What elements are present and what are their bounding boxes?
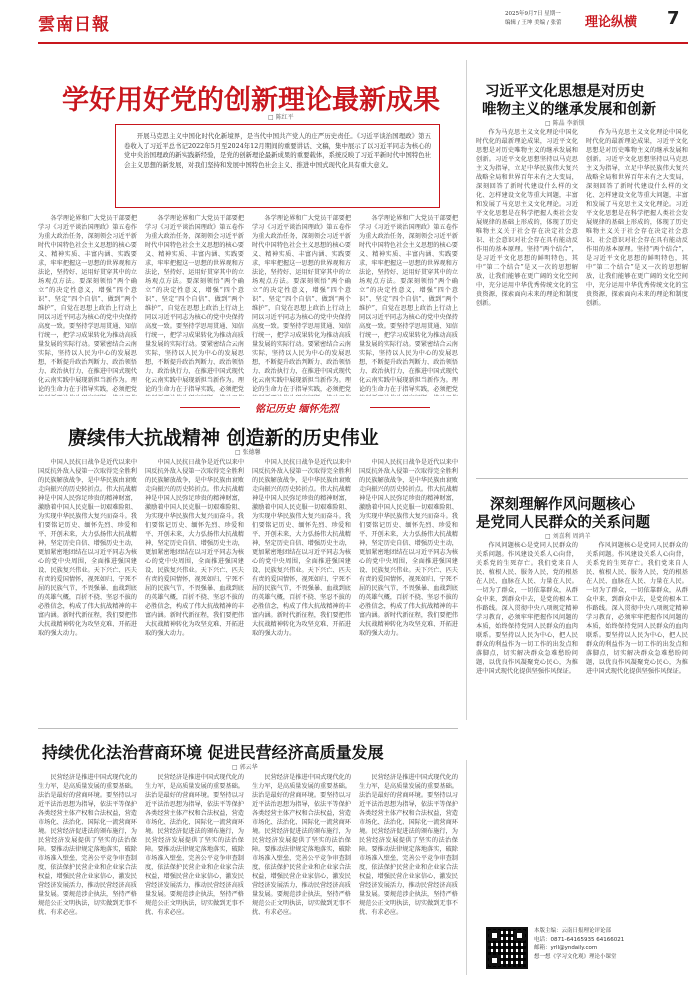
history-banner [180, 400, 430, 414]
article5-author: □ 郭云华 [232, 764, 258, 771]
column-divider-lower [466, 760, 467, 975]
article4-body [476, 541, 688, 919]
article3-body-text-3: 中国人民抗日战争是近代以来中国反抗外敌入侵第一次取得完全胜利的民族解放战争，是中华民族由衰败走向振兴的历史转折点。伟大抗战精神是中国人民弥足珍贵的精神财富，激励着中国人民克服一切艰难险阻、为实现中华民族伟大复兴而奋斗。我们要铭记历史、缅怀先烈、珍爱和平、开创未来，大力弘扬伟大抗战精神，坚定历史自信、增强历史主动，更加紧密地团结在以习近平同志为核心的党中央周围，全面推进强国建设、民族复兴伟业。天下兴亡、匹夫有责的爱国情怀，视死如归、宁死不屈的民族气节，不畏强暴、血战到底的英雄气概，百折不挠、坚忍不拔的必胜信念，构成了伟大抗战精神的丰富内涵。新时代新征程，我们要把伟大抗战精神转化为攻坚克难、开拓进取的强大动力。 [252, 459, 351, 637]
masthead [0, 0, 700, 58]
article1-lead: 开展马克思主义中国化时代化新境界，是当代中国共产党人的庄严历史责任。《习近平谈治国理政》第五卷收入了习近平总书记2022年5月至2024年12月期间的重要讲话、文稿，集中展示了以习近平同志为核心的党中央治国理政的新实践新经验，是党的创新理论最新成果的重要载体，系统反映了习近平新时代中国特色社会主义思想的新发展，对我们坚持和发展中国特色社会主义、推进中国式现代化具有重大意义。 [124, 132, 431, 169]
lower-separator [38, 728, 458, 729]
article2-body [476, 128, 688, 473]
article5-body [38, 773, 458, 973]
banner-rule-right [370, 407, 430, 408]
article1-lead-box [115, 124, 440, 208]
footer-phone: 电话：0871-64165935 64166021 [534, 936, 625, 943]
banner-text: 铭记历史 缅怀先烈 [255, 404, 339, 415]
page-footer [486, 925, 688, 977]
editor-line: 编辑 / 王坤 美编 / 张蕾 [505, 20, 562, 26]
article1-body-text-2: 各学理论界和广大党员干部要把学习《习近平谈治国理政》第五卷作为重大政治任务，深刻领会习近平新时代中国特色社会主义思想的核心要义、精神实质、丰富内涵、实践要求，牢牢把握这一思想的世界观和方法论，坚持好、运用好贯穿其中的立场观点方法。要深刻领悟“两个确立”的决定性意义，增强“四个意识”、坚定“四个自信”、做到“两个维护”，自觉在思想上政治上行动上同以习近平同志为核心的党中央保持高度一致。要坚持学思用贯通、知信行统一，把学习成果转化为推动高质量发展的实际行动。要紧密结合云南实际，坚持以人民为中心的发展思想，不断提升政治判断力、政治领悟力、政治执行力，在推进中国式现代化云南实践中展现新担当新作为。理论的生命力在于指导实践，必须把党 [145, 215, 244, 393]
article3-body [38, 458, 458, 673]
footer-note: 想一想《学习文化观》理论小课堂 [534, 953, 617, 960]
article4-title-line2: 是党同人民群众的关系问题 [476, 515, 650, 531]
article1-body [38, 214, 458, 396]
footer-info [534, 927, 686, 961]
article3-title: 赓续伟大抗战精神 创造新的历史伟业 [68, 427, 379, 449]
qr-finder-tr [514, 930, 525, 941]
header-rule [38, 42, 688, 44]
date-block [505, 10, 585, 28]
article5-body-text-3: 民营经济是推进中国式现代化的生力军，是高质量发展的重要基础。法治是最好的营商环境。要坚持以习近平法治思想为指导，依法平等保护各类经营主体产权和合法权益，营造市场化、法治化、国际化一流营商环境。民营经济促进法的颁布施行，为民营经济发展提供了坚实的法治保障。要推动法律规定落地落实，破除市场准入壁垒，完善公平竞争审查制度，依法保护民营企业和企业家合法权益，增强民营企业家信心，激发民营经济发展活力，推动民营经济高质量发展。要规范涉企执法，坚持严格规范公正文明执法，切实做到无事不扰、有求必应。 [252, 774, 351, 916]
article1-author: □ 陈红平 [268, 114, 294, 121]
article4-title-line1: 深刻理解作风问题核心 [490, 497, 635, 513]
article4-author: □ 刘喜利 周鸿羊 [545, 533, 591, 540]
article4-body-text: 作风问题核心是党同人民群众的关系问题。作风建设关系人心向背，关系党的生死存亡。我们党来自人民、植根人民、服务人民，党的根基在人民、血脉在人民、力量在人民。一切为了群众，一切依靠群众，从群众中来，到群众中去，是党的根本工作路线。深入贯彻中央八项规定精神学习教育，必须牢牢把握作风问题的本质，始终保持党同人民群众的血肉联系。要坚持以人民为中心，把人民群众的利益作为一切工作的出发点和落脚点，切实解决群众急难愁盼问题，以优良作风凝聚党心民心，为推进中国式现代化提供坚强作风保证。 [476, 542, 578, 675]
banner-rule-left [180, 407, 240, 408]
qr-code-icon[interactable] [486, 927, 528, 969]
article5-body-text-2: 民营经济是推进中国式现代化的生力军，是高质量发展的重要基础。法治是最好的营商环境。要坚持以习近平法治思想为指导，依法平等保护各类经营主体产权和合法权益，营造市场化、法治化、国际化一流营商环境。民营经济促进法的颁布施行，为民营经济发展提供了坚实的法治保障。要推动法律规定落地落实，破除市场准入壁垒，完善公平竞争审查制度，依法保护民营企业和企业家合法权益，增强民营企业家信心，激发民营经济发展活力，推动民营经济高质量发展。要规范涉企执法，坚持严格规范公正文明执法，切实做到无事不扰、有求必应。 [145, 774, 244, 916]
date-line: 2025年9月7日 星期一 [505, 11, 561, 17]
article5-body-text-4: 民营经济是推进中国式现代化的生力军，是高质量发展的重要基础。法治是最好的营商环境。要坚持以习近平法治思想为指导，依法平等保护各类经营主体产权和合法权益，营造市场化、法治化、国际化一流营商环境。民营经济促进法的颁布施行，为民营经济发展提供了坚实的法治保障。要推动法律规定落地落实，破除市场准入壁垒，完善公平竞争审查制度，依法保护民营企业和企业家合法权益，增强民营企业家信心，激发民营经济发展活力，推动民营经济高质量发展。要规范涉企执法，坚持严格规范公正文明执法，切实做到无事不扰、有求必应。 [359, 774, 458, 916]
article2-body-text-2: 作为马克思主义文化理论中国化时代化的最新理论成果，习近平文化思想是对历史唯物主义的继承发展和创新。习近平文化思想坚持以马克思主义为指导，立足中华民族伟大复兴战略全局和世界百年未有之大变局，深刻回答了新时代建设什么样的文化、怎样建设文化等重大问题，丰富和发展了马克思主义文化理论。习近平文化思想是在科学把握人类社会发展规律的基础上形成的，体现了历史唯物主义关于社会存在决定社会意识、社会意识对社会存在具有能动反作用的基本原理。坚持“两个结合”，是习近平文化思想的鲜明特色，其中“第二个结合”是又一次的思想解放，让我们能够在更广阔的文化空间中，充分运用中华优秀传统文化的宝贵资源，探索面向未来的理论和制度创新。 [586, 129, 688, 307]
article3-body-text-4: 中国人民抗日战争是近代以来中国反抗外敌入侵第一次取得完全胜利的民族解放战争，是中华民族由衰败走向振兴的历史转折点。伟大抗战精神是中国人民弥足珍贵的精神财富，激励着中国人民克服一切艰难险阻、为实现中华民族伟大复兴而奋斗。我们要铭记历史、缅怀先烈、珍爱和平、开创未来，大力弘扬伟大抗战精神，坚定历史自信、增强历史主动，更加紧密地团结在以习近平同志为核心的党中央周围，全面推进强国建设、民族复兴伟业。天下兴亡、匹夫有责的爱国情怀，视死如归、宁死不屈的民族气节，不畏强暴、血战到底的英雄气概，百折不挠、坚忍不拔的必胜信念，构成了伟大抗战精神的丰富内涵。新时代新征程，我们要把伟大抗战精神转化为攻坚克难、开拓进取的强大动力。 [359, 459, 458, 637]
column-divider [466, 60, 467, 720]
article3-body-text-2: 中国人民抗日战争是近代以来中国反抗外敌入侵第一次取得完全胜利的民族解放战争，是中华民族由衰败走向振兴的历史转折点。伟大抗战精神是中国人民弥足珍贵的精神财富，激励着中国人民克服一切艰难险阻、为实现中华民族伟大复兴而奋斗。我们要铭记历史、缅怀先烈、珍爱和平、开创未来，大力弘扬伟大抗战精神，坚定历史自信、增强历史主动，更加紧密地团结在以习近平同志为核心的党中央周围，全面推进强国建设、民族复兴伟业。天下兴亡、匹夫有责的爱国情怀，视死如归、宁死不屈的民族气节，不畏强暴、血战到底的英雄气概，百折不挠、坚忍不拔的必胜信念，构成了伟大抗战精神的丰富内涵。新时代新征程，我们要把伟大抗战精神转化为攻坚克难、开拓进取的强大动力。 [145, 459, 244, 637]
article1-body-text-3: 各学理论界和广大党员干部要把学习《习近平谈治国理政》第五卷作为重大政治任务，深刻领会习近平新时代中国特色社会主义思想的核心要义、精神实质、丰富内涵、实践要求，牢牢把握这一思想的世界观和方法论，坚持好、运用好贯穿其中的立场观点方法。要深刻领悟“两个确立”的决定性意义，增强“四个意识”、坚定“四个自信”、做到“两个维护”，自觉在思想上政治上行动上同以习近平同志为核心的党中央保持高度一致。要坚持学思用贯通、知信行统一，把学习成果转化为推动高质量发展的实际行动。要紧密结合云南实际，坚持以人民为中心的发展思想，不断提升政治判断力、政治领悟力、政治执行力，在推进中国式现代化云南实践中展现新担当新作为。理论的生命力在于指导实践，必须把党 [252, 215, 351, 393]
right-column-separator [476, 478, 688, 479]
article5-body-text: 民营经济是推进中国式现代化的生力军，是高质量发展的重要基础。法治是最好的营商环境。要坚持以习近平法治思想为指导，依法平等保护各类经营主体产权和合法权益，营造市场化、法治化、国际化一流营商环境。民营经济促进法的颁布施行，为民营经济发展提供了坚实的法治保障。要推动法律规定落地落实，破除市场准入壁垒，完善公平竞争审查制度，依法保护民营企业和企业家合法权益，增强民营企业家信心，激发民营经济发展活力，推动民营经济高质量发展。要规范涉企执法，坚持严格规范公正文明执法，切实做到无事不扰、有求必应。 [38, 774, 137, 916]
section-title: 理论纵横 [585, 15, 638, 30]
article1-body-text-4: 各学理论界和广大党员干部要把学习《习近平谈治国理政》第五卷作为重大政治任务，深刻领会习近平新时代中国特色社会主义思想的核心要义、精神实质、丰富内涵、实践要求，牢牢把握这一思想的世界观和方法论，坚持好、运用好贯穿其中的立场观点方法。要深刻领悟“两个确立”的决定性意义，增强“四个意识”、坚定“四个自信”、做到“两个维护”，自觉在思想上政治上行动上同以习近平同志为核心的党中央保持高度一致。要坚持学思用贯通、知信行统一，把学习成果转化为推动高质量发展的实际行动。要紧密结合云南实际，坚持以人民为中心的发展思想，不断提升政治判断力、政治领悟力、政治执行力，在推进中国式现代化云南实践中展现新担当新作为。理论的生命力在于指导实践，必须把党 [359, 215, 458, 393]
article3-body-text: 中国人民抗日战争是近代以来中国反抗外敌入侵第一次取得完全胜利的民族解放战争，是中华民族由衰败走向振兴的历史转折点。伟大抗战精神是中国人民弥足珍贵的精神财富，激励着中国人民克服一切艰难险阻、为实现中华民族伟大复兴而奋斗。我们要铭记历史、缅怀先烈、珍爱和平、开创未来，大力弘扬伟大抗战精神，坚定历史自信、增强历史主动，更加紧密地团结在以习近平同志为核心的党中央周围，全面推进强国建设、民族复兴伟业。天下兴亡、匹夫有责的爱国情怀，视死如归、宁死不屈的民族气节，不畏强暴、血战到底的英雄气概，百折不挠、坚忍不拔的必胜信念，构成了伟大抗战精神的丰富内涵。新时代新征程，我们要把伟大抗战精神转化为攻坚克难、开拓进取的强大动力。 [38, 459, 137, 637]
footer-editor: 本版主编：云南日报理论评论部 [534, 928, 612, 934]
article3-author: □ 张德馨 [235, 449, 261, 456]
footer-email[interactable]: 邮箱：yrll@yndaily.com [534, 945, 598, 951]
qr-finder-tl [489, 930, 500, 941]
article5-title: 持续优化法治营商环境 促进民营经济高质量发展 [42, 743, 384, 762]
newspaper-logo: 雲南日報 [38, 15, 110, 35]
article2-title-line1: 习近平文化思想是对历史 [485, 84, 645, 100]
article4-body-text-2: 作风问题核心是党同人民群众的关系问题。作风建设关系人心向背，关系党的生死存亡。我们党来自人民、植根人民、服务人民，党的根基在人民、血脉在人民、力量在人民。一切为了群众，一切依靠群众，从群众中来，到群众中去，是党的根本工作路线。深入贯彻中央八项规定精神学习教育，必须牢牢把握作风问题的本质，始终保持党同人民群众的血肉联系。要坚持以人民为中心，把人民群众的利益作为一切工作的出发点和落脚点，切实解决群众急难愁盼问题，以优良作风凝聚党心民心，为推进中国式现代化提供坚强作风保证。 [586, 542, 688, 675]
article2-title-line2: 唯物主义的继承发展和创新 [482, 102, 656, 118]
qr-finder-bl [489, 955, 500, 966]
article1-body-text: 各学理论界和广大党员干部要把学习《习近平谈治国理政》第五卷作为重大政治任务，深刻领会习近平新时代中国特色社会主义思想的核心要义、精神实质、丰富内涵、实践要求，牢牢把握这一思想的世界观和方法论，坚持好、运用好贯穿其中的立场观点方法。要深刻领悟“两个确立”的决定性意义，增强“四个意识”、坚定“四个自信”、做到“两个维护”，自觉在思想上政治上行动上同以习近平同志为核心的党中央保持高度一致。要坚持学思用贯通、知信行统一，把学习成果转化为推动高质量发展的实际行动。要紧密结合云南实际，坚持以人民为中心的发展思想，不断提升政治判断力、政治领悟力、政治执行力，在推进中国式现代化云南实践中展现新担当新作为。理论的生命力在于指导实践，必须把党 [38, 215, 137, 393]
page-number: 7 [667, 8, 680, 29]
article2-author: □ 陈晶 李新锁 [545, 120, 585, 127]
article2-body-text: 作为马克思主义文化理论中国化时代化的最新理论成果，习近平文化思想是对历史唯物主义的继承发展和创新。习近平文化思想坚持以马克思主义为指导，立足中华民族伟大复兴战略全局和世界百年未有之大变局，深刻回答了新时代建设什么样的文化、怎样建设文化等重大问题，丰富和发展了马克思主义文化理论。习近平文化思想是在科学把握人类社会发展规律的基础上形成的，体现了历史唯物主义关于社会存在决定社会意识、社会意识对社会存在具有能动反作用的基本原理。坚持“两个结合”，是习近平文化思想的鲜明特色，其中“第二个结合”是又一次的思想解放，让我们能够在更广阔的文化空间中，充分运用中华优秀传统文化的宝贵资源，探索面向未来的理论和制度创新。 [476, 129, 578, 307]
article1-title: 学好用好党的创新理论最新成果 [62, 85, 440, 116]
